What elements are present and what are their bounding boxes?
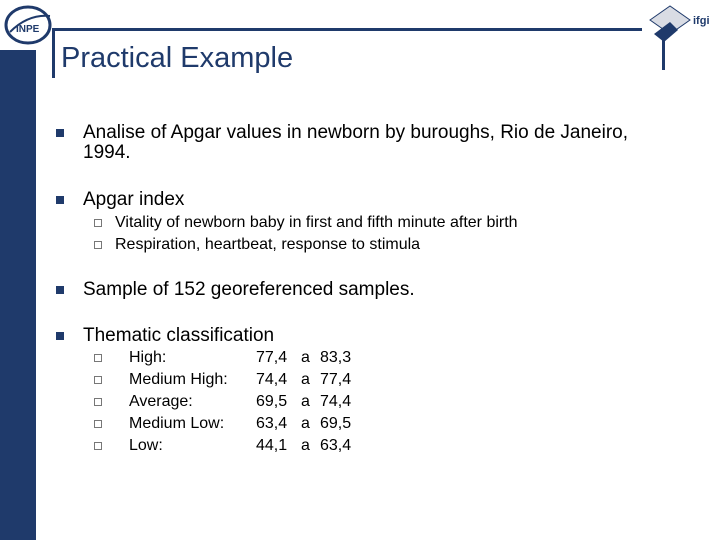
class-from: 44,1 (256, 437, 288, 454)
page-title: Practical Example (61, 42, 294, 74)
sub-bullet-marker (94, 420, 102, 428)
class-sep: a (301, 371, 310, 388)
class-label: Average: (129, 393, 193, 410)
sub-bullet-marker (94, 376, 102, 384)
class-from: 74,4 (256, 371, 288, 388)
sub-bullet-marker (94, 354, 102, 362)
class-sep: a (301, 349, 310, 366)
bullet-text: Sample of 152 georeferenced samples. (83, 279, 415, 300)
class-label: Medium Low: (129, 415, 225, 432)
title-rule-vertical (52, 30, 55, 78)
bullet-text-continuation: 1994. (83, 142, 131, 163)
bullet-text: Apgar index (83, 189, 185, 210)
class-label: High: (129, 349, 167, 366)
bullet-text: Analise of Apgar values in newborn by buroughs, Rio de Janeiro, (83, 122, 629, 143)
class-from: 69,5 (256, 393, 288, 410)
class-label: Low: (129, 437, 163, 454)
class-to: 63,4 (320, 437, 352, 454)
bullet-marker (56, 196, 64, 204)
class-label: Medium High: (129, 371, 228, 388)
class-sep: a (301, 415, 310, 432)
class-to: 77,4 (320, 371, 352, 388)
sub-bullet-marker (94, 219, 102, 227)
brand-text: ifgi (693, 15, 710, 27)
inpe-logo-icon (2, 2, 58, 48)
class-sep: a (301, 437, 310, 454)
class-to: 83,3 (320, 349, 352, 366)
left-sidebar-bar (0, 50, 36, 540)
logo-text: INPE (16, 24, 40, 35)
bullet-marker (56, 332, 64, 340)
sub-bullet-marker (94, 442, 102, 450)
class-to: 74,4 (320, 393, 352, 410)
bullet-marker (56, 286, 64, 294)
sub-bullet-marker (94, 398, 102, 406)
class-from: 77,4 (256, 349, 288, 366)
class-sep: a (301, 393, 310, 410)
bullet-marker (56, 129, 64, 137)
sub-bullet-text: Respiration, heartbeat, response to stimula (115, 236, 421, 253)
sub-bullet-text: Vitality of newborn baby in first and fifth minute after birth (115, 214, 518, 231)
class-from: 63,4 (256, 415, 288, 432)
class-to: 69,5 (320, 415, 352, 432)
bullet-text: Thematic classification (83, 325, 275, 346)
title-rule-horizontal (52, 28, 642, 31)
sub-bullet-marker (94, 241, 102, 249)
